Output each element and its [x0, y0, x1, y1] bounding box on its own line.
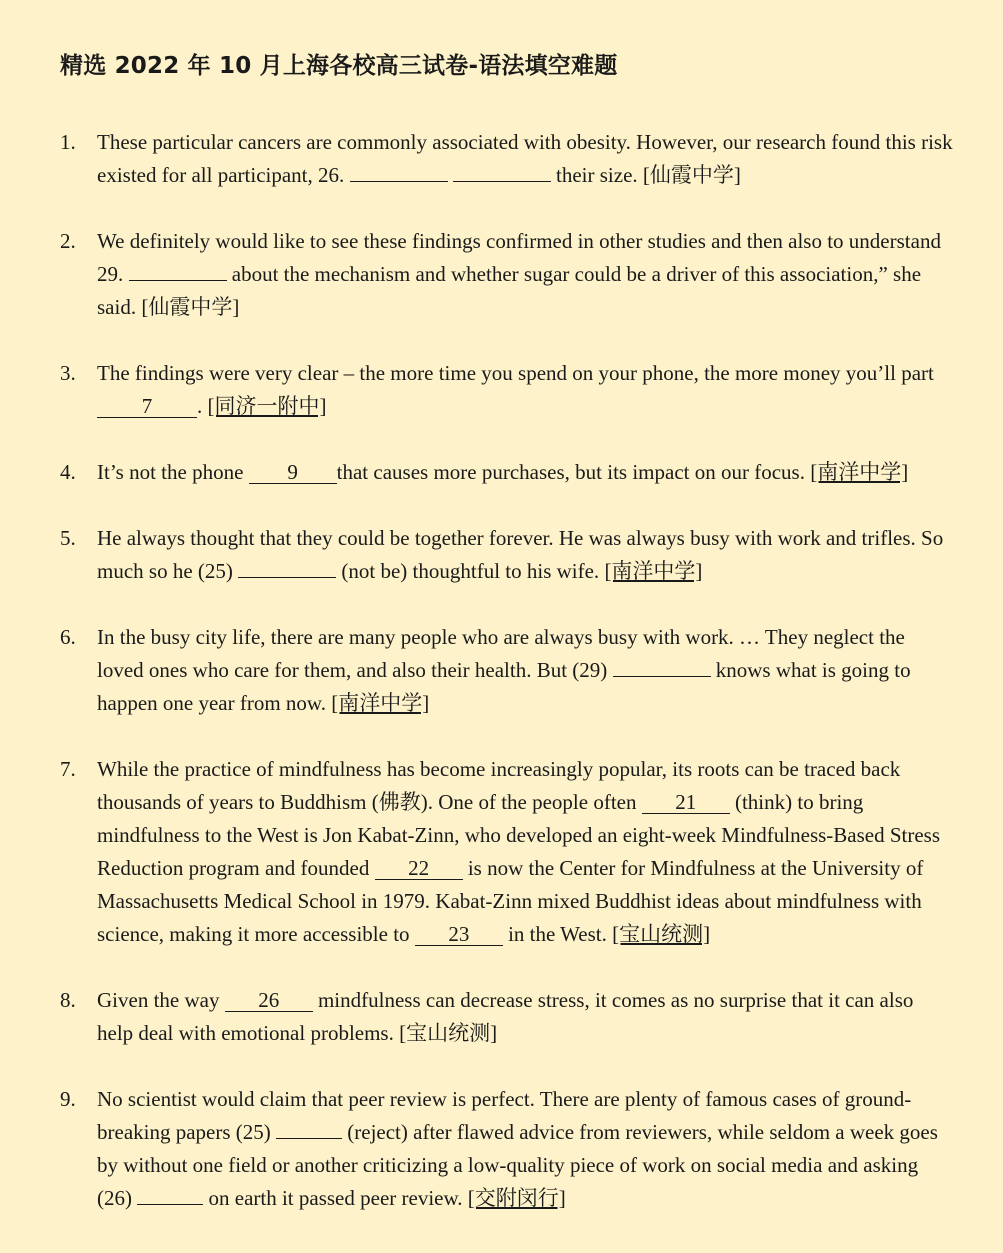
text-segment: The findings were very clear – the more time you spend on your phone, the more money you’ll part [97, 361, 934, 385]
question-number: 2. [60, 229, 76, 253]
text-segment: that causes more purchases, but its impact on our focus. [336, 460, 811, 484]
text-segment: It’s not the phone [97, 460, 249, 484]
answer-blank[interactable]: 22 [375, 857, 463, 880]
question-text [97, 621, 953, 720]
text-segment: (not be) thoughtful to his wife. [336, 559, 605, 583]
answer-blank[interactable]: 9 [249, 461, 337, 484]
question-item [60, 225, 953, 324]
question-item [60, 126, 953, 192]
text-segment: . [197, 394, 208, 418]
source-tag: [南洋中学] [331, 691, 430, 715]
answer-blank[interactable] [137, 1182, 203, 1205]
answer-blank[interactable] [238, 555, 336, 578]
question-text [97, 225, 953, 324]
question-number: 5. [60, 526, 76, 550]
question-text [97, 984, 953, 1050]
question-number: 1. [60, 130, 76, 154]
source-tag: [同济一附中] [207, 394, 327, 418]
question-number: 3. [60, 361, 76, 385]
text-segment: is now the Center for Mindfulness at the University of Massachusetts Medical School in 1979. Kabat-Zinn mixed Buddhist ideas about mindfulness with science, making it more accessible to [97, 856, 924, 946]
source-tag: [南洋中学] [604, 559, 703, 583]
text-segment: mindfulness can decrease stress, it comes as no surprise that it can also help deal with emotional problems. [97, 988, 914, 1045]
source-tag: [宝山统测] [399, 1021, 498, 1045]
question-number: 6. [60, 625, 76, 649]
answer-blank[interactable]: 7 [97, 395, 197, 418]
text-segment: their size. [550, 163, 643, 187]
question-item [60, 1083, 953, 1215]
question-item [60, 357, 953, 423]
answer-blank[interactable]: 23 [415, 923, 503, 946]
text-segment: knows what is going to happen one year from now. [97, 658, 911, 715]
question-item [60, 456, 953, 489]
source-tag: [南洋中学] [810, 460, 909, 484]
answer-blank[interactable]: 21 [642, 791, 730, 814]
question-number: 4. [60, 460, 76, 484]
text-segment: on earth it passed peer review. [203, 1186, 468, 1210]
question-text [97, 456, 953, 489]
source-tag: [宝山统测] [612, 922, 711, 946]
question-text [97, 357, 953, 423]
answer-blank[interactable] [350, 159, 448, 182]
question-number: 7. [60, 757, 76, 781]
question-item [60, 753, 953, 951]
text-segment: He always thought that they could be together forever. He was always busy with work and trifles. So much so he (25) [97, 526, 944, 583]
answer-blank[interactable] [453, 159, 551, 182]
text-segment: (reject) after flawed advice from reviewers, while seldom a week goes by without one field or another criticizing a low-quality piece of work on social media and asking (26) [97, 1120, 938, 1210]
question-number: 9. [60, 1087, 76, 1111]
text-segment: While the practice of mindfulness has become increasingly popular, its roots can be traced back thousands of years to Buddhism (佛教). One of the people often [97, 757, 901, 814]
answer-blank[interactable]: 26 [225, 989, 313, 1012]
text-segment: Given the way [97, 988, 225, 1012]
text-segment: (think) to bring mindfulness to the West is Jon Kabat-Zinn, who developed an eight-week Mindfulness-Based Stress Reduction program and founded [97, 790, 941, 880]
question-text [97, 753, 953, 951]
question-text [97, 1083, 953, 1215]
text-segment: In the busy city life, there are many people who are always busy with work. … They neglect the loved ones who care for them, and also their health. But (29) [97, 625, 905, 682]
text-segment: about the mechanism and whether sugar could be a driver of this association,” she said. [97, 262, 922, 319]
question-list [60, 126, 953, 1215]
source-tag: [仙霞中学] [642, 163, 741, 187]
source-tag: [仙霞中学] [141, 295, 240, 319]
answer-blank[interactable] [613, 654, 711, 677]
text-segment: in the West. [502, 922, 613, 946]
question-item [60, 522, 953, 588]
question-number: 8. [60, 988, 76, 1012]
question-item [60, 621, 953, 720]
page-title: 精选 2022 年 10 月上海各校高三试卷-语法填空难题 [60, 53, 618, 79]
answer-blank[interactable] [276, 1116, 342, 1139]
text-segment: No scientist would claim that peer review is perfect. There are plenty of famous cases of ground-breaking papers (25) [97, 1087, 912, 1144]
question-text [97, 522, 953, 588]
question-item [60, 984, 953, 1050]
question-text [97, 126, 953, 192]
answer-blank[interactable] [129, 258, 227, 281]
text-segment: These particular cancers are commonly associated with obesity. However, our research found this risk existed for all participant, 26. [97, 130, 953, 187]
source-tag: [交附闵行] [467, 1186, 566, 1210]
text-segment: We definitely would like to see these findings confirmed in other studies and then also to understand 29. [97, 229, 941, 286]
